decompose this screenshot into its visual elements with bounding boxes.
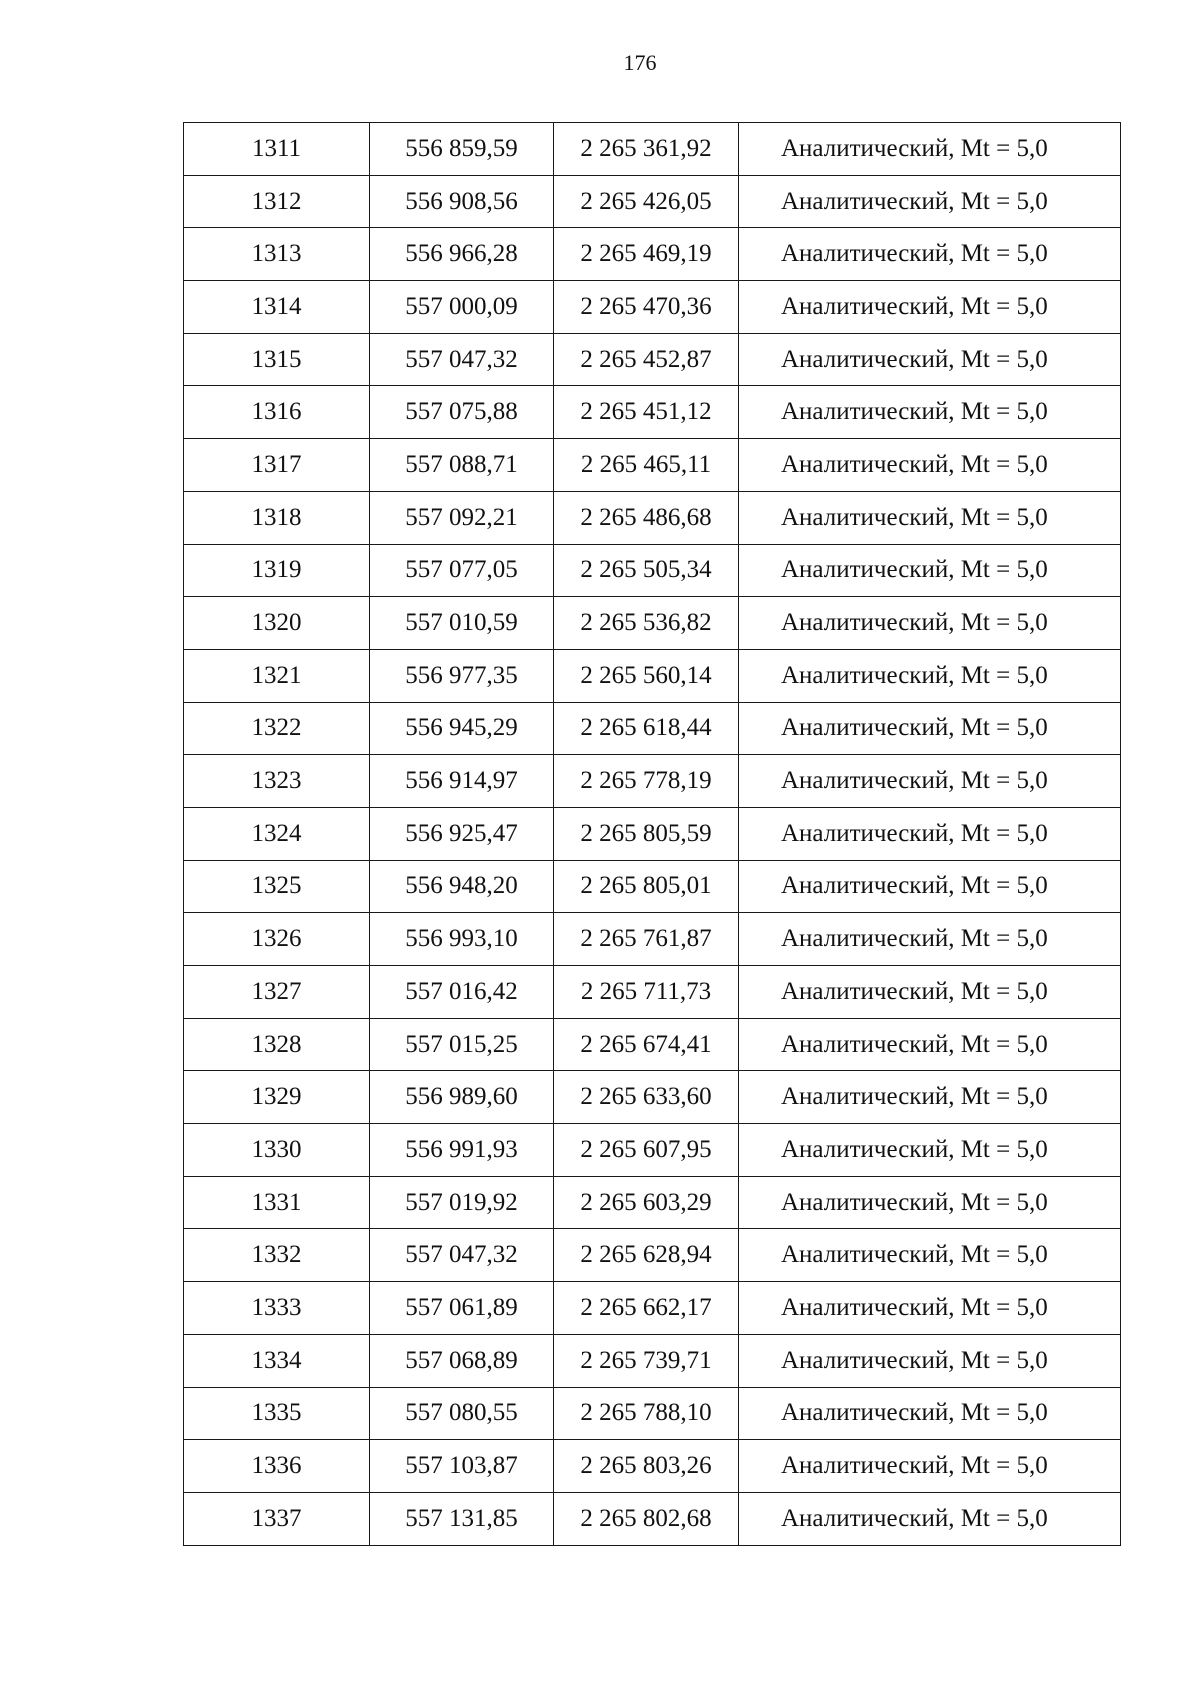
method-cell: Аналитический, Mt = 5,0 [739, 439, 1121, 492]
table-row [184, 1492, 1121, 1545]
y-coordinate-cell: 2 265 536,82 [554, 597, 739, 650]
method-cell: Аналитический, Mt = 5,0 [739, 1124, 1121, 1177]
y-coordinate-cell: 2 265 560,14 [554, 649, 739, 702]
y-coordinate-cell: 2 265 739,71 [554, 1334, 739, 1387]
method-cell: Аналитический, Mt = 5,0 [739, 649, 1121, 702]
x-coordinate-cell: 556 908,56 [370, 175, 554, 228]
y-coordinate-cell: 2 265 802,68 [554, 1492, 739, 1545]
point-number-cell: 1315 [184, 333, 370, 386]
method-cell: Аналитический, Mt = 5,0 [739, 228, 1121, 281]
point-number-cell: 1332 [184, 1229, 370, 1282]
y-coordinate-cell: 2 265 451,12 [554, 386, 739, 439]
x-coordinate-cell: 557 077,05 [370, 544, 554, 597]
y-coordinate-cell: 2 265 803,26 [554, 1440, 739, 1493]
point-number-cell: 1324 [184, 807, 370, 860]
x-coordinate-cell: 557 075,88 [370, 386, 554, 439]
point-number-cell: 1337 [184, 1492, 370, 1545]
x-coordinate-cell: 556 989,60 [370, 1071, 554, 1124]
y-coordinate-cell: 2 265 505,34 [554, 544, 739, 597]
table-row [184, 966, 1121, 1019]
table-row [184, 386, 1121, 439]
point-number-cell: 1327 [184, 966, 370, 1019]
point-number-cell: 1311 [184, 123, 370, 176]
method-cell: Аналитический, Mt = 5,0 [739, 175, 1121, 228]
method-cell: Аналитический, Mt = 5,0 [739, 1229, 1121, 1282]
x-coordinate-cell: 556 966,28 [370, 228, 554, 281]
table-row [184, 228, 1121, 281]
table-row [184, 1229, 1121, 1282]
y-coordinate-cell: 2 265 662,17 [554, 1282, 739, 1335]
y-coordinate-cell: 2 265 788,10 [554, 1387, 739, 1440]
x-coordinate-cell: 557 015,25 [370, 1018, 554, 1071]
method-cell: Аналитический, Mt = 5,0 [739, 1071, 1121, 1124]
method-cell: Аналитический, Mt = 5,0 [739, 807, 1121, 860]
method-cell: Аналитический, Mt = 5,0 [739, 702, 1121, 755]
point-number-cell: 1335 [184, 1387, 370, 1440]
point-number-cell: 1330 [184, 1124, 370, 1177]
table-row [184, 333, 1121, 386]
method-cell: Аналитический, Mt = 5,0 [739, 386, 1121, 439]
y-coordinate-cell: 2 265 469,19 [554, 228, 739, 281]
y-coordinate-cell: 2 265 486,68 [554, 491, 739, 544]
point-number-cell: 1328 [184, 1018, 370, 1071]
point-number-cell: 1336 [184, 1440, 370, 1493]
point-number-cell: 1319 [184, 544, 370, 597]
table-row [184, 281, 1121, 334]
table-row [184, 1124, 1121, 1177]
x-coordinate-cell: 557 068,89 [370, 1334, 554, 1387]
table-row [184, 702, 1121, 755]
method-cell: Аналитический, Mt = 5,0 [739, 913, 1121, 966]
method-cell: Аналитический, Mt = 5,0 [739, 1176, 1121, 1229]
coordinates-table-body [184, 123, 1121, 1546]
table-row [184, 1176, 1121, 1229]
point-number-cell: 1316 [184, 386, 370, 439]
table-row [184, 544, 1121, 597]
point-number-cell: 1314 [184, 281, 370, 334]
x-coordinate-cell: 556 925,47 [370, 807, 554, 860]
x-coordinate-cell: 557 080,55 [370, 1387, 554, 1440]
y-coordinate-cell: 2 265 361,92 [554, 123, 739, 176]
x-coordinate-cell: 557 092,21 [370, 491, 554, 544]
x-coordinate-cell: 557 103,87 [370, 1440, 554, 1493]
point-number-cell: 1325 [184, 860, 370, 913]
y-coordinate-cell: 2 265 607,95 [554, 1124, 739, 1177]
y-coordinate-cell: 2 265 465,11 [554, 439, 739, 492]
x-coordinate-cell: 557 019,92 [370, 1176, 554, 1229]
table-row [184, 1071, 1121, 1124]
y-coordinate-cell: 2 265 618,44 [554, 702, 739, 755]
x-coordinate-cell: 557 061,89 [370, 1282, 554, 1335]
y-coordinate-cell: 2 265 805,01 [554, 860, 739, 913]
y-coordinate-cell: 2 265 674,41 [554, 1018, 739, 1071]
method-cell: Аналитический, Mt = 5,0 [739, 1334, 1121, 1387]
table-row [184, 439, 1121, 492]
x-coordinate-cell: 557 047,32 [370, 1229, 554, 1282]
point-number-cell: 1317 [184, 439, 370, 492]
point-number-cell: 1323 [184, 755, 370, 808]
y-coordinate-cell: 2 265 470,36 [554, 281, 739, 334]
point-number-cell: 1322 [184, 702, 370, 755]
method-cell: Аналитический, Mt = 5,0 [739, 966, 1121, 1019]
table-row [184, 491, 1121, 544]
x-coordinate-cell: 557 088,71 [370, 439, 554, 492]
table-row [184, 755, 1121, 808]
y-coordinate-cell: 2 265 603,29 [554, 1176, 739, 1229]
table-row [184, 1282, 1121, 1335]
method-cell: Аналитический, Mt = 5,0 [739, 491, 1121, 544]
point-number-cell: 1333 [184, 1282, 370, 1335]
table-row [184, 860, 1121, 913]
point-number-cell: 1320 [184, 597, 370, 650]
point-number-cell: 1334 [184, 1334, 370, 1387]
y-coordinate-cell: 2 265 633,60 [554, 1071, 739, 1124]
point-number-cell: 1331 [184, 1176, 370, 1229]
y-coordinate-cell: 2 265 711,73 [554, 966, 739, 1019]
x-coordinate-cell: 556 993,10 [370, 913, 554, 966]
method-cell: Аналитический, Mt = 5,0 [739, 597, 1121, 650]
point-number-cell: 1329 [184, 1071, 370, 1124]
x-coordinate-cell: 556 991,93 [370, 1124, 554, 1177]
page-number: 176 [623, 50, 657, 75]
method-cell: Аналитический, Mt = 5,0 [739, 333, 1121, 386]
table-row [184, 1440, 1121, 1493]
method-cell: Аналитический, Mt = 5,0 [739, 1492, 1121, 1545]
x-coordinate-cell: 556 948,20 [370, 860, 554, 913]
table-row [184, 1387, 1121, 1440]
x-coordinate-cell: 556 914,97 [370, 755, 554, 808]
x-coordinate-cell: 557 000,09 [370, 281, 554, 334]
point-number-cell: 1313 [184, 228, 370, 281]
method-cell: Аналитический, Mt = 5,0 [739, 123, 1121, 176]
y-coordinate-cell: 2 265 452,87 [554, 333, 739, 386]
method-cell: Аналитический, Mt = 5,0 [739, 1282, 1121, 1335]
table-row [184, 807, 1121, 860]
method-cell: Аналитический, Mt = 5,0 [739, 1440, 1121, 1493]
point-number-cell: 1321 [184, 649, 370, 702]
table-row [184, 1018, 1121, 1071]
x-coordinate-cell: 556 859,59 [370, 123, 554, 176]
point-number-cell: 1318 [184, 491, 370, 544]
x-coordinate-cell: 557 016,42 [370, 966, 554, 1019]
method-cell: Аналитический, Mt = 5,0 [739, 755, 1121, 808]
table-row [184, 1334, 1121, 1387]
y-coordinate-cell: 2 265 426,05 [554, 175, 739, 228]
table-row [184, 175, 1121, 228]
x-coordinate-cell: 556 945,29 [370, 702, 554, 755]
method-cell: Аналитический, Mt = 5,0 [739, 1018, 1121, 1071]
table-row [184, 913, 1121, 966]
table-row [184, 597, 1121, 650]
x-coordinate-cell: 557 131,85 [370, 1492, 554, 1545]
y-coordinate-cell: 2 265 761,87 [554, 913, 739, 966]
y-coordinate-cell: 2 265 805,59 [554, 807, 739, 860]
method-cell: Аналитический, Mt = 5,0 [739, 281, 1121, 334]
table-row [184, 123, 1121, 176]
x-coordinate-cell: 557 010,59 [370, 597, 554, 650]
point-number-cell: 1326 [184, 913, 370, 966]
x-coordinate-cell: 557 047,32 [370, 333, 554, 386]
method-cell: Аналитический, Mt = 5,0 [739, 544, 1121, 597]
method-cell: Аналитический, Mt = 5,0 [739, 1387, 1121, 1440]
point-number-cell: 1312 [184, 175, 370, 228]
x-coordinate-cell: 556 977,35 [370, 649, 554, 702]
y-coordinate-cell: 2 265 778,19 [554, 755, 739, 808]
table-row [184, 649, 1121, 702]
coordinates-table [183, 122, 1121, 1546]
y-coordinate-cell: 2 265 628,94 [554, 1229, 739, 1282]
method-cell: Аналитический, Mt = 5,0 [739, 860, 1121, 913]
